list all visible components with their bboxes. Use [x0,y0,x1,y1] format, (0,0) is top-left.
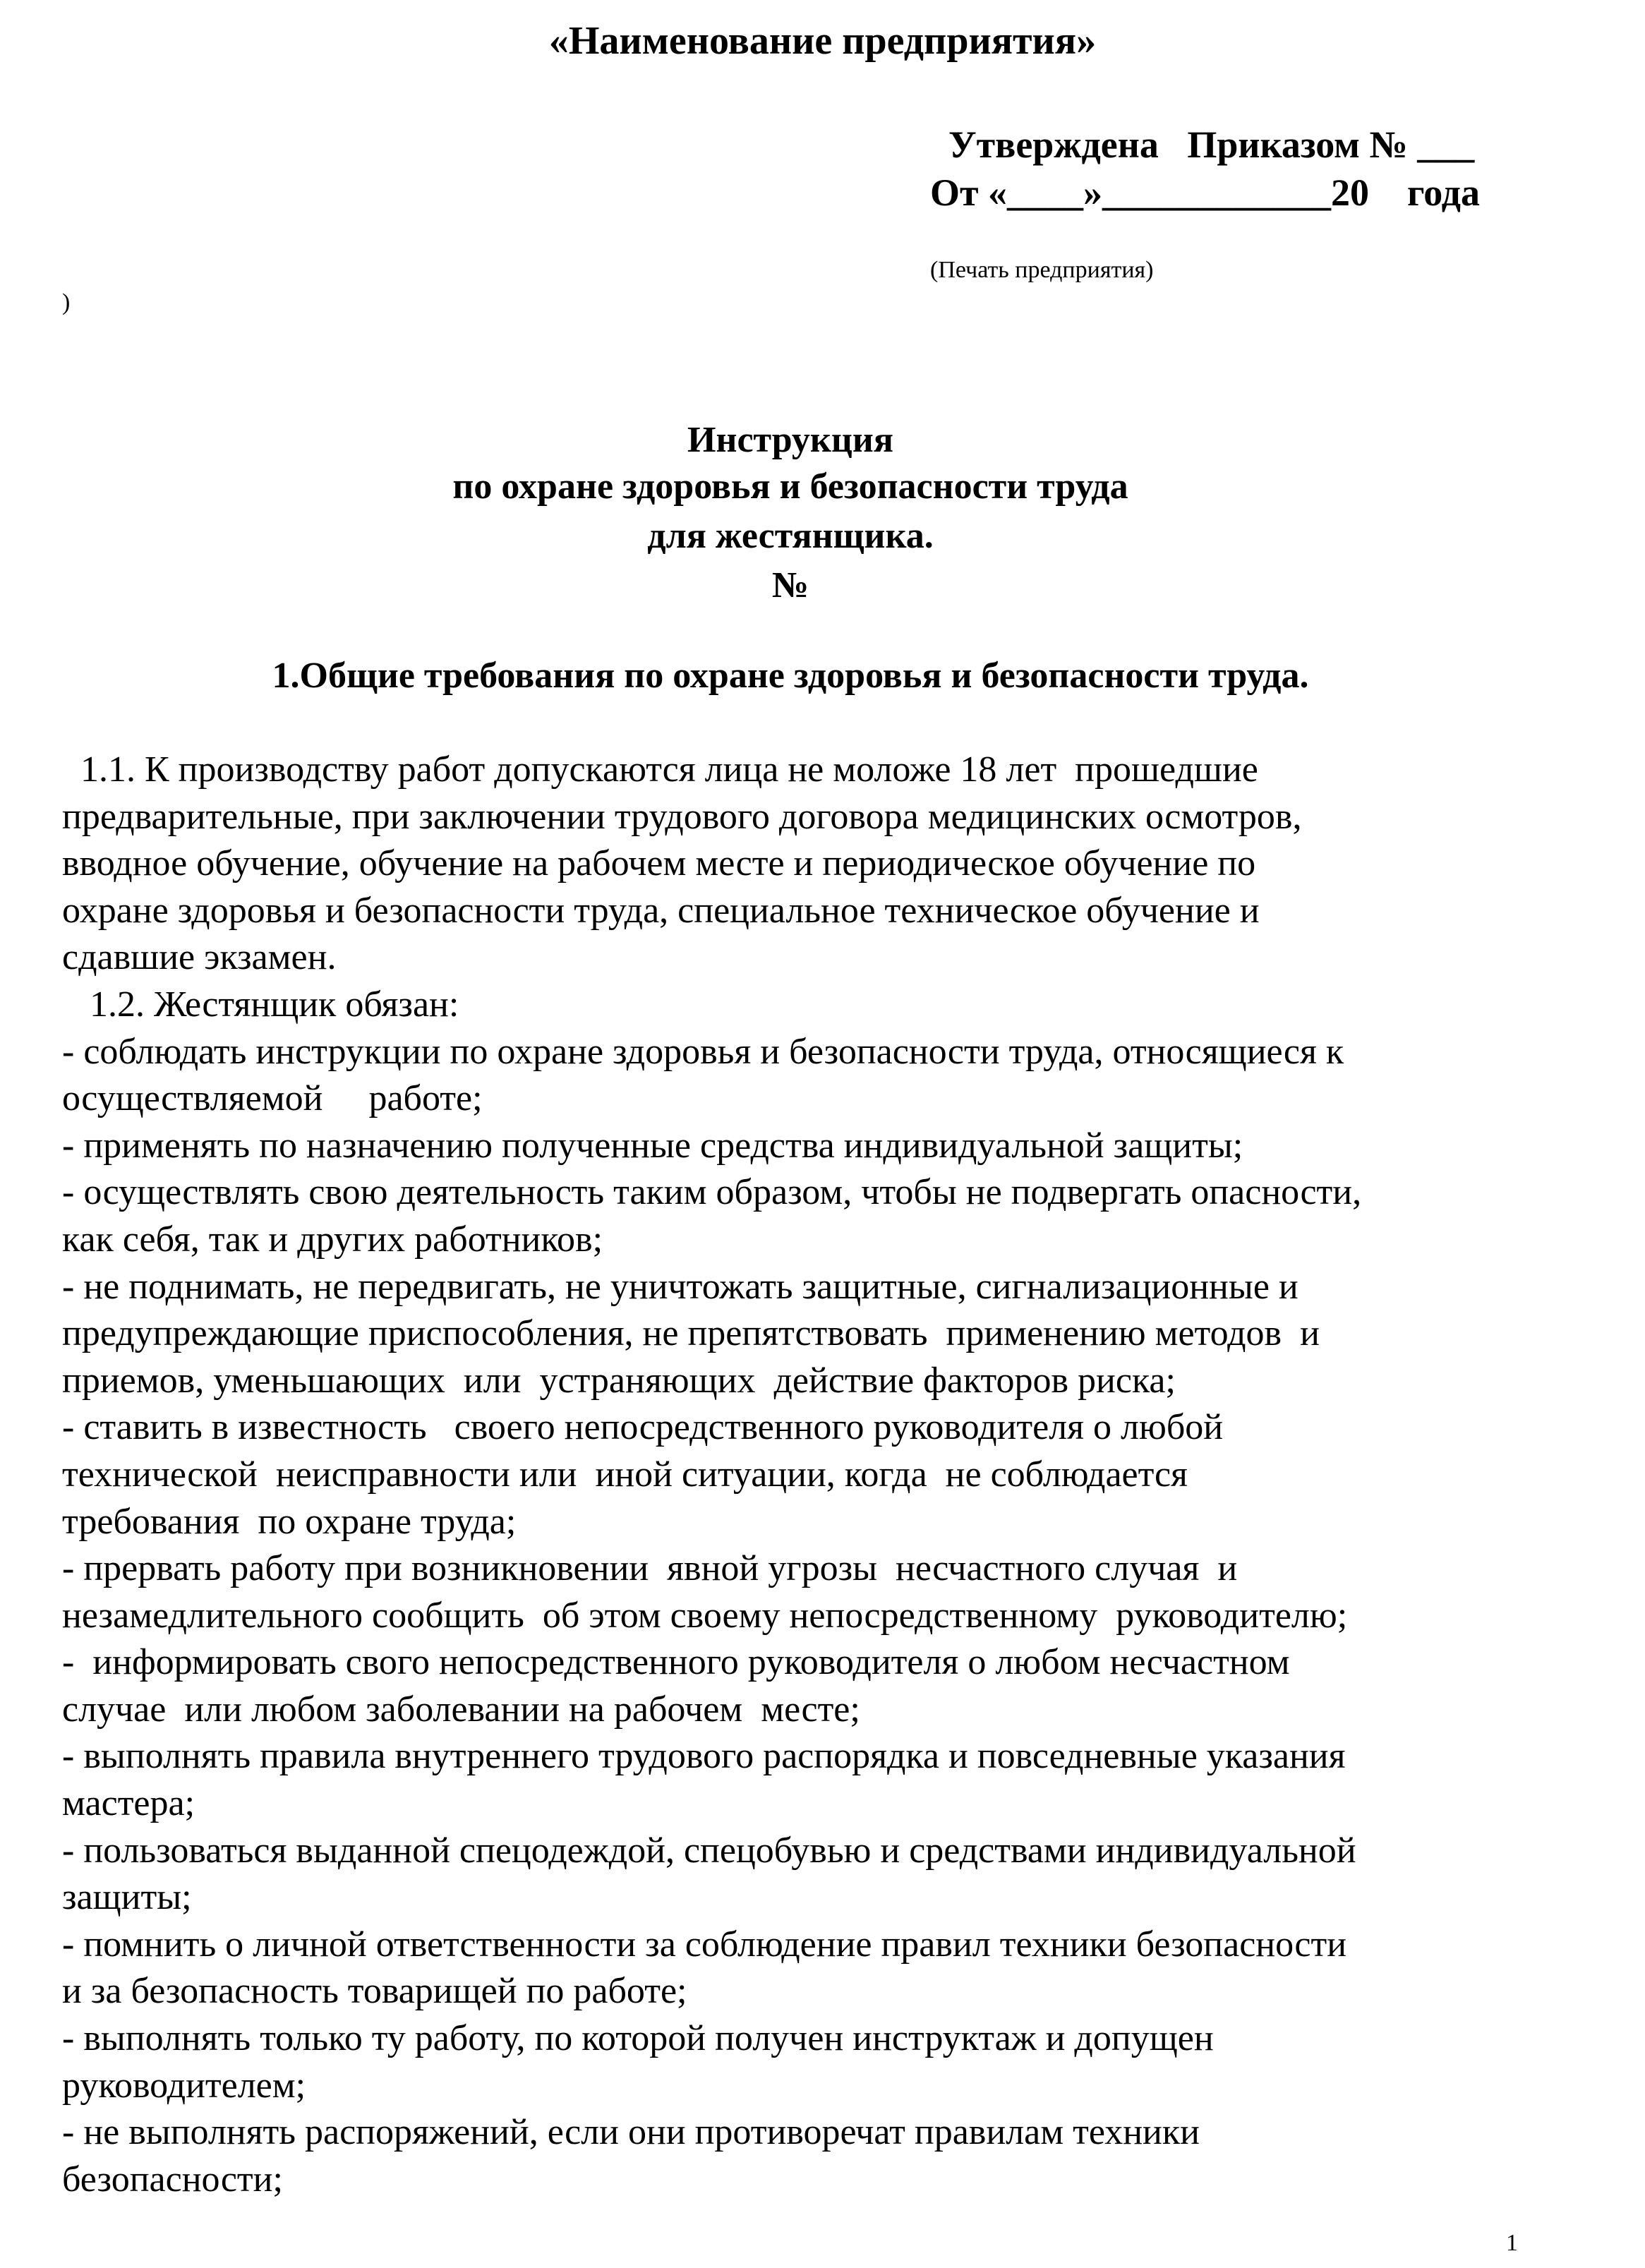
body-text-line: - осуществлять свою деятельность таким образом, чтобы не подвергать опасности, [62,1172,1362,1213]
body-text-line: - информировать свого непосредственного руководителя о любом несчастном [62,1642,1290,1683]
body-text-line: защиты; [62,1877,192,1918]
body-text-line: и за безопасность товарищей по работе; [62,1971,687,2012]
body-text-line: - выполнять правила внутреннего трудового распорядка и повседневные указания [62,1736,1346,1777]
body-text-line: предварительные, при заключении трудового договора медицинских осмотров, [62,796,1302,837]
body-text-line: приемов, уменьшающих или устраняющих действие факторов риска; [62,1360,1176,1401]
body-text-line: технической неисправности или иной ситуации, когда не соблюдается [62,1454,1188,1495]
body-text-line: - соблюдать инструкции по охране здоровья и безопасности труда, относящиеся к [62,1031,1344,1072]
document-number-label: № [771,565,809,605]
section-heading: 1.Общие требования по охране здоровья и безопасности труда. [272,656,1309,696]
document-subtitle-line: для жестянщика. [647,516,934,556]
body-text-line: - не выполнять распоряжений, если они противоречат правилам техники [62,2112,1200,2153]
stamp-note: (Печать предприятия) [930,257,1154,283]
page-number: 1 [1506,2230,1518,2256]
body-text-line: предупреждающие приспособления, не препятствовать применению методов и [62,1313,1320,1354]
body-text-line: охране здоровья и безопасности труда, специальное техническое обучение и [62,890,1260,931]
section-body [62,747,1579,2203]
body-text-line: - помнить о личной ответственности за соблюдение правил техники безопасности [62,1924,1347,1965]
body-text-line: как себя, так и других работников; [62,1219,603,1260]
body-text-line: случае или любом заболевании на рабочем месте; [62,1689,860,1730]
stray-parenthesis: ) [62,289,71,315]
body-text-line: безопасности; [62,2159,283,2200]
body-text-line: - прервать работу при возникновении явной угрозы несчастного случая и [62,1548,1238,1589]
body-text-line: - пользоваться выданной спецодеждой, спецобувью и средствами индивидуальной [62,1830,1356,1871]
body-text-line: - выполнять только ту работу, по которой получен инструктаж и допущен [62,2018,1214,2059]
body-text-line: руководителем; [62,2065,306,2106]
body-text-line: сдавшие экзамен. [62,937,337,978]
approved-by-order-line: Утверждена Приказом № ___ [948,123,1475,166]
body-text-line: незамедлительного сообщить об этом своему непосредственному руководителю; [62,1595,1348,1636]
body-text-line: - не поднимать, не передвигать, не уничтожать защитные, сигнализационные и [62,1266,1298,1307]
company-name-heading: «Наименование предприятия» [548,19,1097,63]
body-text-line: вводное обучение, обучение на рабочем месте и периодическое обучение по [62,843,1256,884]
body-text-line: - ставить в известность своего непосредственного руководителя о любой [62,1407,1224,1448]
body-text-line: мастера; [62,1783,195,1824]
body-text-line: осуществляемой работе; [62,1078,483,1119]
body-text-line: 1.1. К производству работ допускаются лица не моложе 18 лет прошедшие [62,749,1258,790]
body-text-line: - применять по назначению полученные средства индивидуальной защиты; [62,1125,1243,1166]
document-title: Инструкция [687,420,893,460]
body-text-line: 1.2. Жестянщик обязан: [62,984,459,1025]
body-text-line: требования по охране труда; [62,1501,517,1542]
order-date-line: От «____»____________20 года [930,171,1480,214]
document-subtitle-line: по охране здоровья и безопасности труда [452,466,1128,507]
